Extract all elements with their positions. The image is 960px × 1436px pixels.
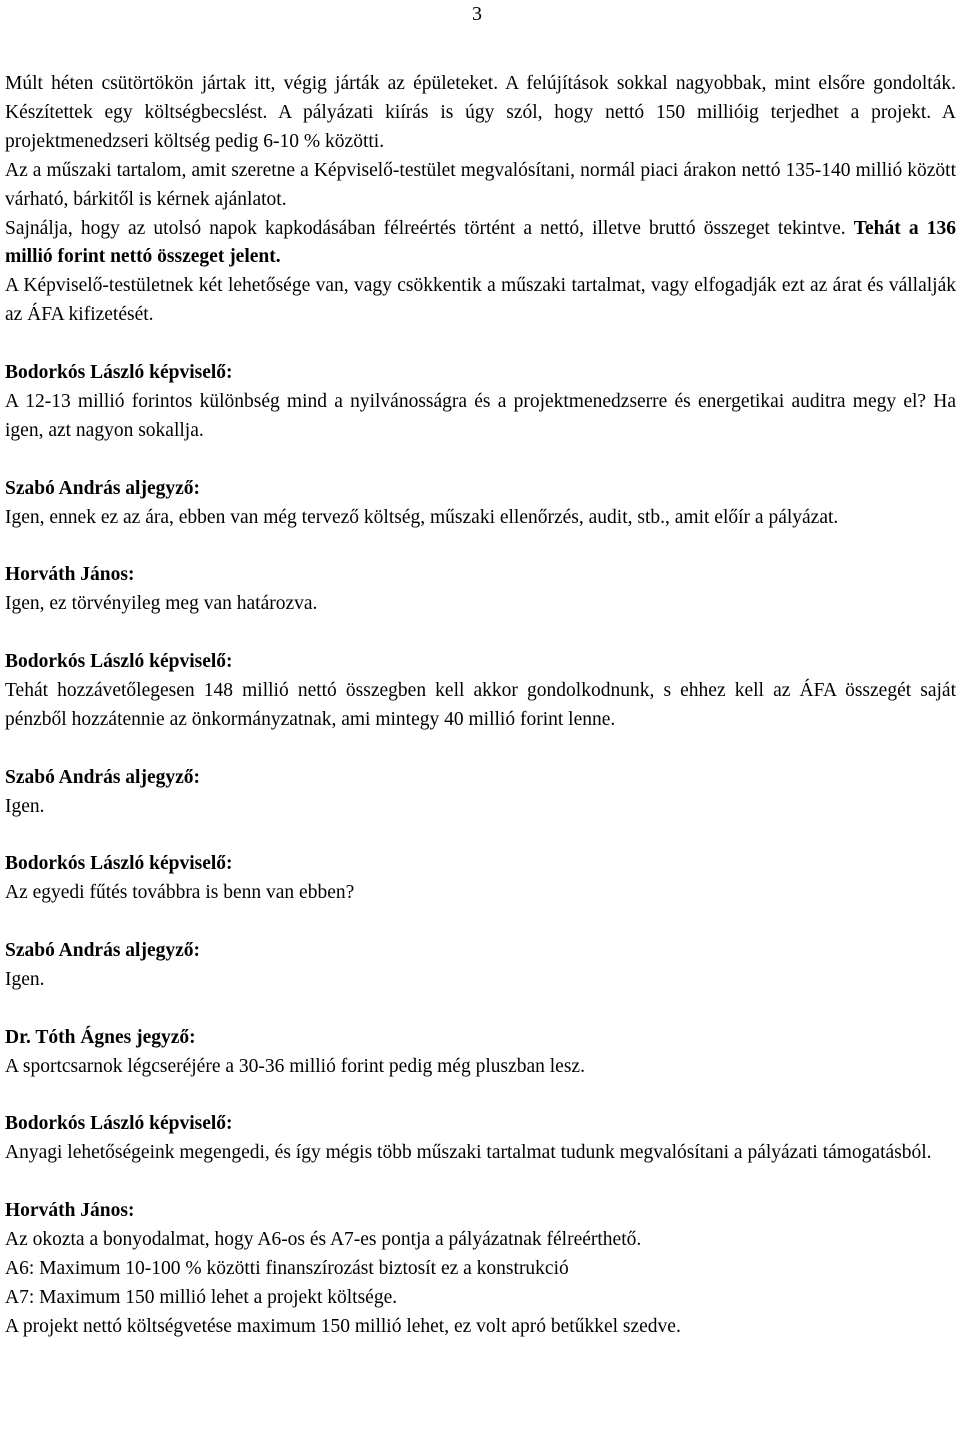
speaker-name: Szabó András aljegyző: xyxy=(5,477,200,499)
speaker-name: Szabó András aljegyző: xyxy=(5,940,200,962)
page-number: 3 xyxy=(472,3,482,25)
speech-text: Igen. xyxy=(5,968,45,990)
speech-text: A sportcsarnok légcseréjére a 30-36 millió forint pedig még pluszban lesz. xyxy=(5,1055,585,1077)
speaker-name: Bodorkós László képviselő: xyxy=(5,651,233,673)
exchange xyxy=(5,1197,956,1342)
exchange xyxy=(5,359,956,446)
exchange xyxy=(5,764,956,822)
intro-paragraph-3 xyxy=(5,215,956,273)
exchange xyxy=(5,648,956,735)
exchange xyxy=(5,561,956,619)
intro-paragraph-1: Múlt héten csütörtökön jártak itt, végig járták az épületeket. A felújítások sokkal nagyobbak, mint elsőre gondolták. Készítettek egy költségbecslést. A pályázati kiírás is úgy szól, hogy nettó 150 millióig terjedhet a projekt. A projektmenedzseri költség pedig 6-10 % közötti. xyxy=(5,73,956,152)
exchange xyxy=(5,937,956,995)
speaker-name: Szabó András aljegyző: xyxy=(5,766,200,788)
exchange xyxy=(5,475,956,533)
speaker-name: Bodorkós László képviselő: xyxy=(5,1113,233,1135)
speech-line: Az okozta a bonyodalmat, hogy A6-os és A7-es pontja a pályázatnak félreérthető. xyxy=(5,1229,642,1251)
speech-line: A projekt nettó költségvetése maximum 150 millió lehet, ez volt apró betűkkel szedve. xyxy=(5,1315,681,1337)
speech-text: Az egyedi fűtés továbbra is benn van ebben? xyxy=(5,882,355,904)
intro-section xyxy=(5,70,956,330)
intro-paragraph-3-emphasis: Tehát a 136 millió forint nettó összeget jelent. xyxy=(5,217,956,268)
speech-text: Tehát hozzávetőlegesen 148 millió nettó összegben kell akkor gondolkodnunk, s ehhez kell az ÁFA összegét saját pénzből hozzátennie az önkormányzatnak, ami mintegy 40 millió forint lenne. xyxy=(5,679,956,730)
speech-text: Igen. xyxy=(5,795,45,817)
intro-paragraph-2: Az a műszaki tartalom, amit szeretne a Képviselő-testület megvalósítani, normál piaci árakon nettó 135-140 millió között várható, bárkitől is kérnek ajánlatot. xyxy=(5,159,956,210)
speech-line: A7: Maximum 150 millió lehet a projekt költsége. xyxy=(5,1286,398,1308)
speaker-name: Dr. Tóth Ágnes jegyző: xyxy=(5,1026,196,1048)
speech-line: A6: Maximum 10-100 % közötti finanszírozást biztosít ez a konstrukció xyxy=(5,1258,569,1279)
exchange xyxy=(5,1110,956,1168)
intro-paragraph-3-text: Sajnálja, hogy az utolsó napok kapkodásában félreértés történt a nettó, illetve bruttó összeget tekintve. xyxy=(5,217,854,239)
exchange xyxy=(5,1024,956,1082)
speech-text: Anyagi lehetőségeink megengedi, és így mégis több műszaki tartalmat tudunk megvalósítani a pályázati támogatásból. xyxy=(5,1142,932,1164)
document-body xyxy=(5,70,956,1342)
speaker-name: Horváth János: xyxy=(5,564,135,586)
exchange xyxy=(5,850,956,908)
intro-paragraph-4: A Képviselő-testületnek két lehetősége van, vagy csökkentik a műszaki tartalmat, vagy elfogadják ezt az árat és vállalják az ÁFA kifizetését. xyxy=(5,275,956,326)
speaker-name: Bodorkós László képviselő: xyxy=(5,853,233,875)
speaker-name: Horváth János: xyxy=(5,1200,135,1222)
speech-text: Igen, ennek ez az ára, ebben van még tervező költség, műszaki ellenőrzés, audit, stb., amit előír a pályázat. xyxy=(5,506,839,528)
speaker-name: Bodorkós László képviselő: xyxy=(5,362,233,384)
speech-text: A 12-13 millió forintos különbség mind a nyilvánosságra és a projektmenedzserre és energetikai auditra megy el? Ha igen, azt nagyon sokallja. xyxy=(5,390,956,441)
speech-text: Igen, ez törvényileg meg van határozva. xyxy=(5,593,318,615)
